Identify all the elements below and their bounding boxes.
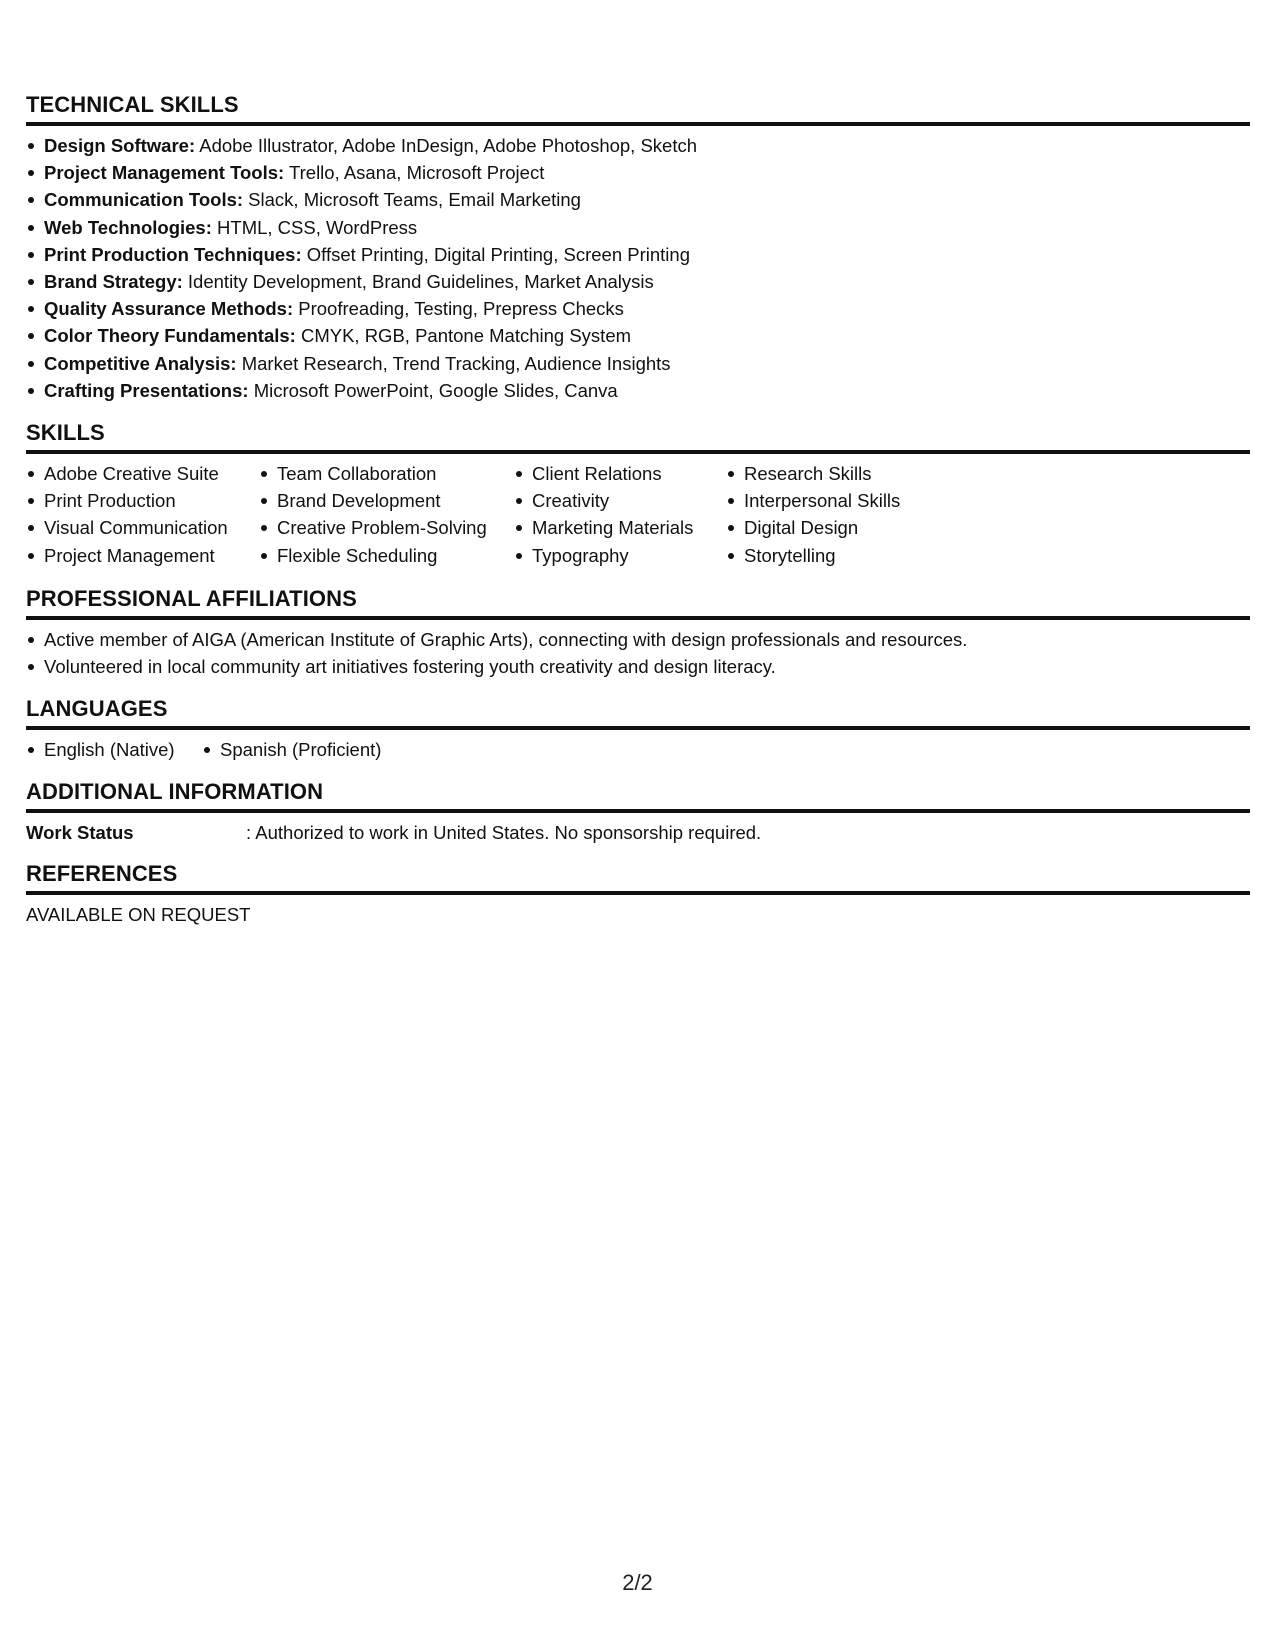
skills-grid bbox=[26, 460, 1250, 569]
section-title: LANGUAGES bbox=[26, 696, 1250, 730]
item-label: Brand Strategy: bbox=[44, 271, 183, 293]
skills-column bbox=[514, 460, 726, 569]
item-label: Competitive Analysis: bbox=[44, 352, 237, 374]
skills-column bbox=[259, 460, 514, 569]
list-item: Brand Development bbox=[259, 487, 514, 514]
list-item: Project Management bbox=[26, 542, 259, 569]
skills-section bbox=[26, 420, 1250, 569]
language-column bbox=[202, 736, 381, 763]
item-label: Project Management Tools: bbox=[44, 162, 285, 184]
list-item: Active member of AIGA (American Institute of Graphic Arts), connecting with design professionals and resources. bbox=[26, 626, 1250, 653]
item-label: Design Software: bbox=[44, 135, 196, 156]
work-status-value: : Authorized to work in United States. No sponsorship required. bbox=[246, 822, 762, 843]
list-item bbox=[26, 241, 1250, 268]
languages-section bbox=[26, 696, 1250, 763]
section-title: REFERENCES bbox=[26, 861, 1250, 895]
list-item: Flexible Scheduling bbox=[259, 542, 514, 569]
additional-info-section bbox=[26, 779, 1250, 846]
item-value: Slack, Microsoft Teams, Email Marketing bbox=[243, 189, 581, 211]
skills-column bbox=[26, 460, 259, 569]
references-section bbox=[26, 861, 1250, 928]
section-title: SKILLS bbox=[26, 420, 1250, 454]
work-status-label: Work Status bbox=[26, 822, 134, 843]
item-value: Trello, Asana, Microsoft Project bbox=[284, 162, 545, 184]
item-value: Market Research, Trend Tracking, Audience Insights bbox=[236, 352, 671, 374]
list-item: English (Native) bbox=[26, 736, 202, 763]
item-value: Proofreading, Testing, Prepress Checks bbox=[293, 298, 624, 320]
list-item: Interpersonal Skills bbox=[726, 487, 946, 514]
languages-list bbox=[26, 736, 1250, 763]
list-item: Adobe Creative Suite bbox=[26, 460, 259, 487]
list-item bbox=[26, 186, 1250, 213]
item-label: Color Theory Fundamentals: bbox=[44, 325, 296, 347]
item-label: Quality Assurance Methods: bbox=[44, 298, 294, 320]
list-item: Volunteered in local community art initiatives fostering youth creativity and design literacy. bbox=[26, 653, 1250, 680]
technical-skills-list bbox=[26, 132, 1250, 404]
list-item: Digital Design bbox=[726, 514, 946, 541]
section-title: ADDITIONAL INFORMATION bbox=[26, 779, 1250, 813]
list-item bbox=[26, 350, 1250, 377]
list-item: Typography bbox=[514, 542, 726, 569]
skills-column bbox=[726, 460, 946, 569]
references-text: AVAILABLE ON REQUEST bbox=[26, 904, 251, 925]
technical-skills-section bbox=[26, 92, 1250, 404]
item-value: CMYK, RGB, Pantone Matching System bbox=[295, 325, 632, 347]
work-status-row bbox=[26, 819, 1250, 846]
affiliations-section bbox=[26, 586, 1250, 680]
list-item bbox=[26, 159, 1250, 186]
list-item: Spanish (Proficient) bbox=[202, 736, 381, 763]
list-item bbox=[26, 295, 1250, 322]
section-title: TECHNICAL SKILLS bbox=[26, 92, 1250, 126]
item-label: Crafting Presentations: bbox=[44, 379, 249, 401]
item-value: HTML, CSS, WordPress bbox=[211, 216, 418, 238]
list-item: Research Skills bbox=[726, 460, 946, 487]
list-item: Marketing Materials bbox=[514, 514, 726, 541]
list-item bbox=[26, 322, 1250, 349]
item-label: Communication Tools: bbox=[44, 189, 244, 211]
language-column bbox=[26, 736, 202, 763]
list-item: Print Production bbox=[26, 487, 259, 514]
item-value: Offset Printing, Digital Printing, Screen Printing bbox=[301, 243, 690, 265]
list-item: Creative Problem-Solving bbox=[259, 514, 514, 541]
item-value: Microsoft PowerPoint, Google Slides, Canva bbox=[248, 379, 618, 401]
list-item bbox=[26, 132, 1250, 159]
list-item bbox=[26, 377, 1250, 404]
list-item bbox=[26, 268, 1250, 295]
section-title: PROFESSIONAL AFFILIATIONS bbox=[26, 586, 1250, 620]
list-item: Visual Communication bbox=[26, 514, 259, 541]
affiliations-list bbox=[26, 626, 1250, 680]
page-number: 2/2 bbox=[622, 1570, 653, 1595]
list-item: Client Relations bbox=[514, 460, 726, 487]
list-item: Storytelling bbox=[726, 542, 946, 569]
list-item: Team Collaboration bbox=[259, 460, 514, 487]
item-value: Adobe Illustrator, Adobe InDesign, Adobe Photoshop, Sketch bbox=[195, 135, 698, 156]
item-label: Print Production Techniques: bbox=[44, 243, 302, 265]
list-item: Creativity bbox=[514, 487, 726, 514]
item-label: Web Technologies: bbox=[44, 216, 212, 238]
list-item bbox=[26, 214, 1250, 241]
item-value: Identity Development, Brand Guidelines, Market Analysis bbox=[182, 271, 654, 293]
